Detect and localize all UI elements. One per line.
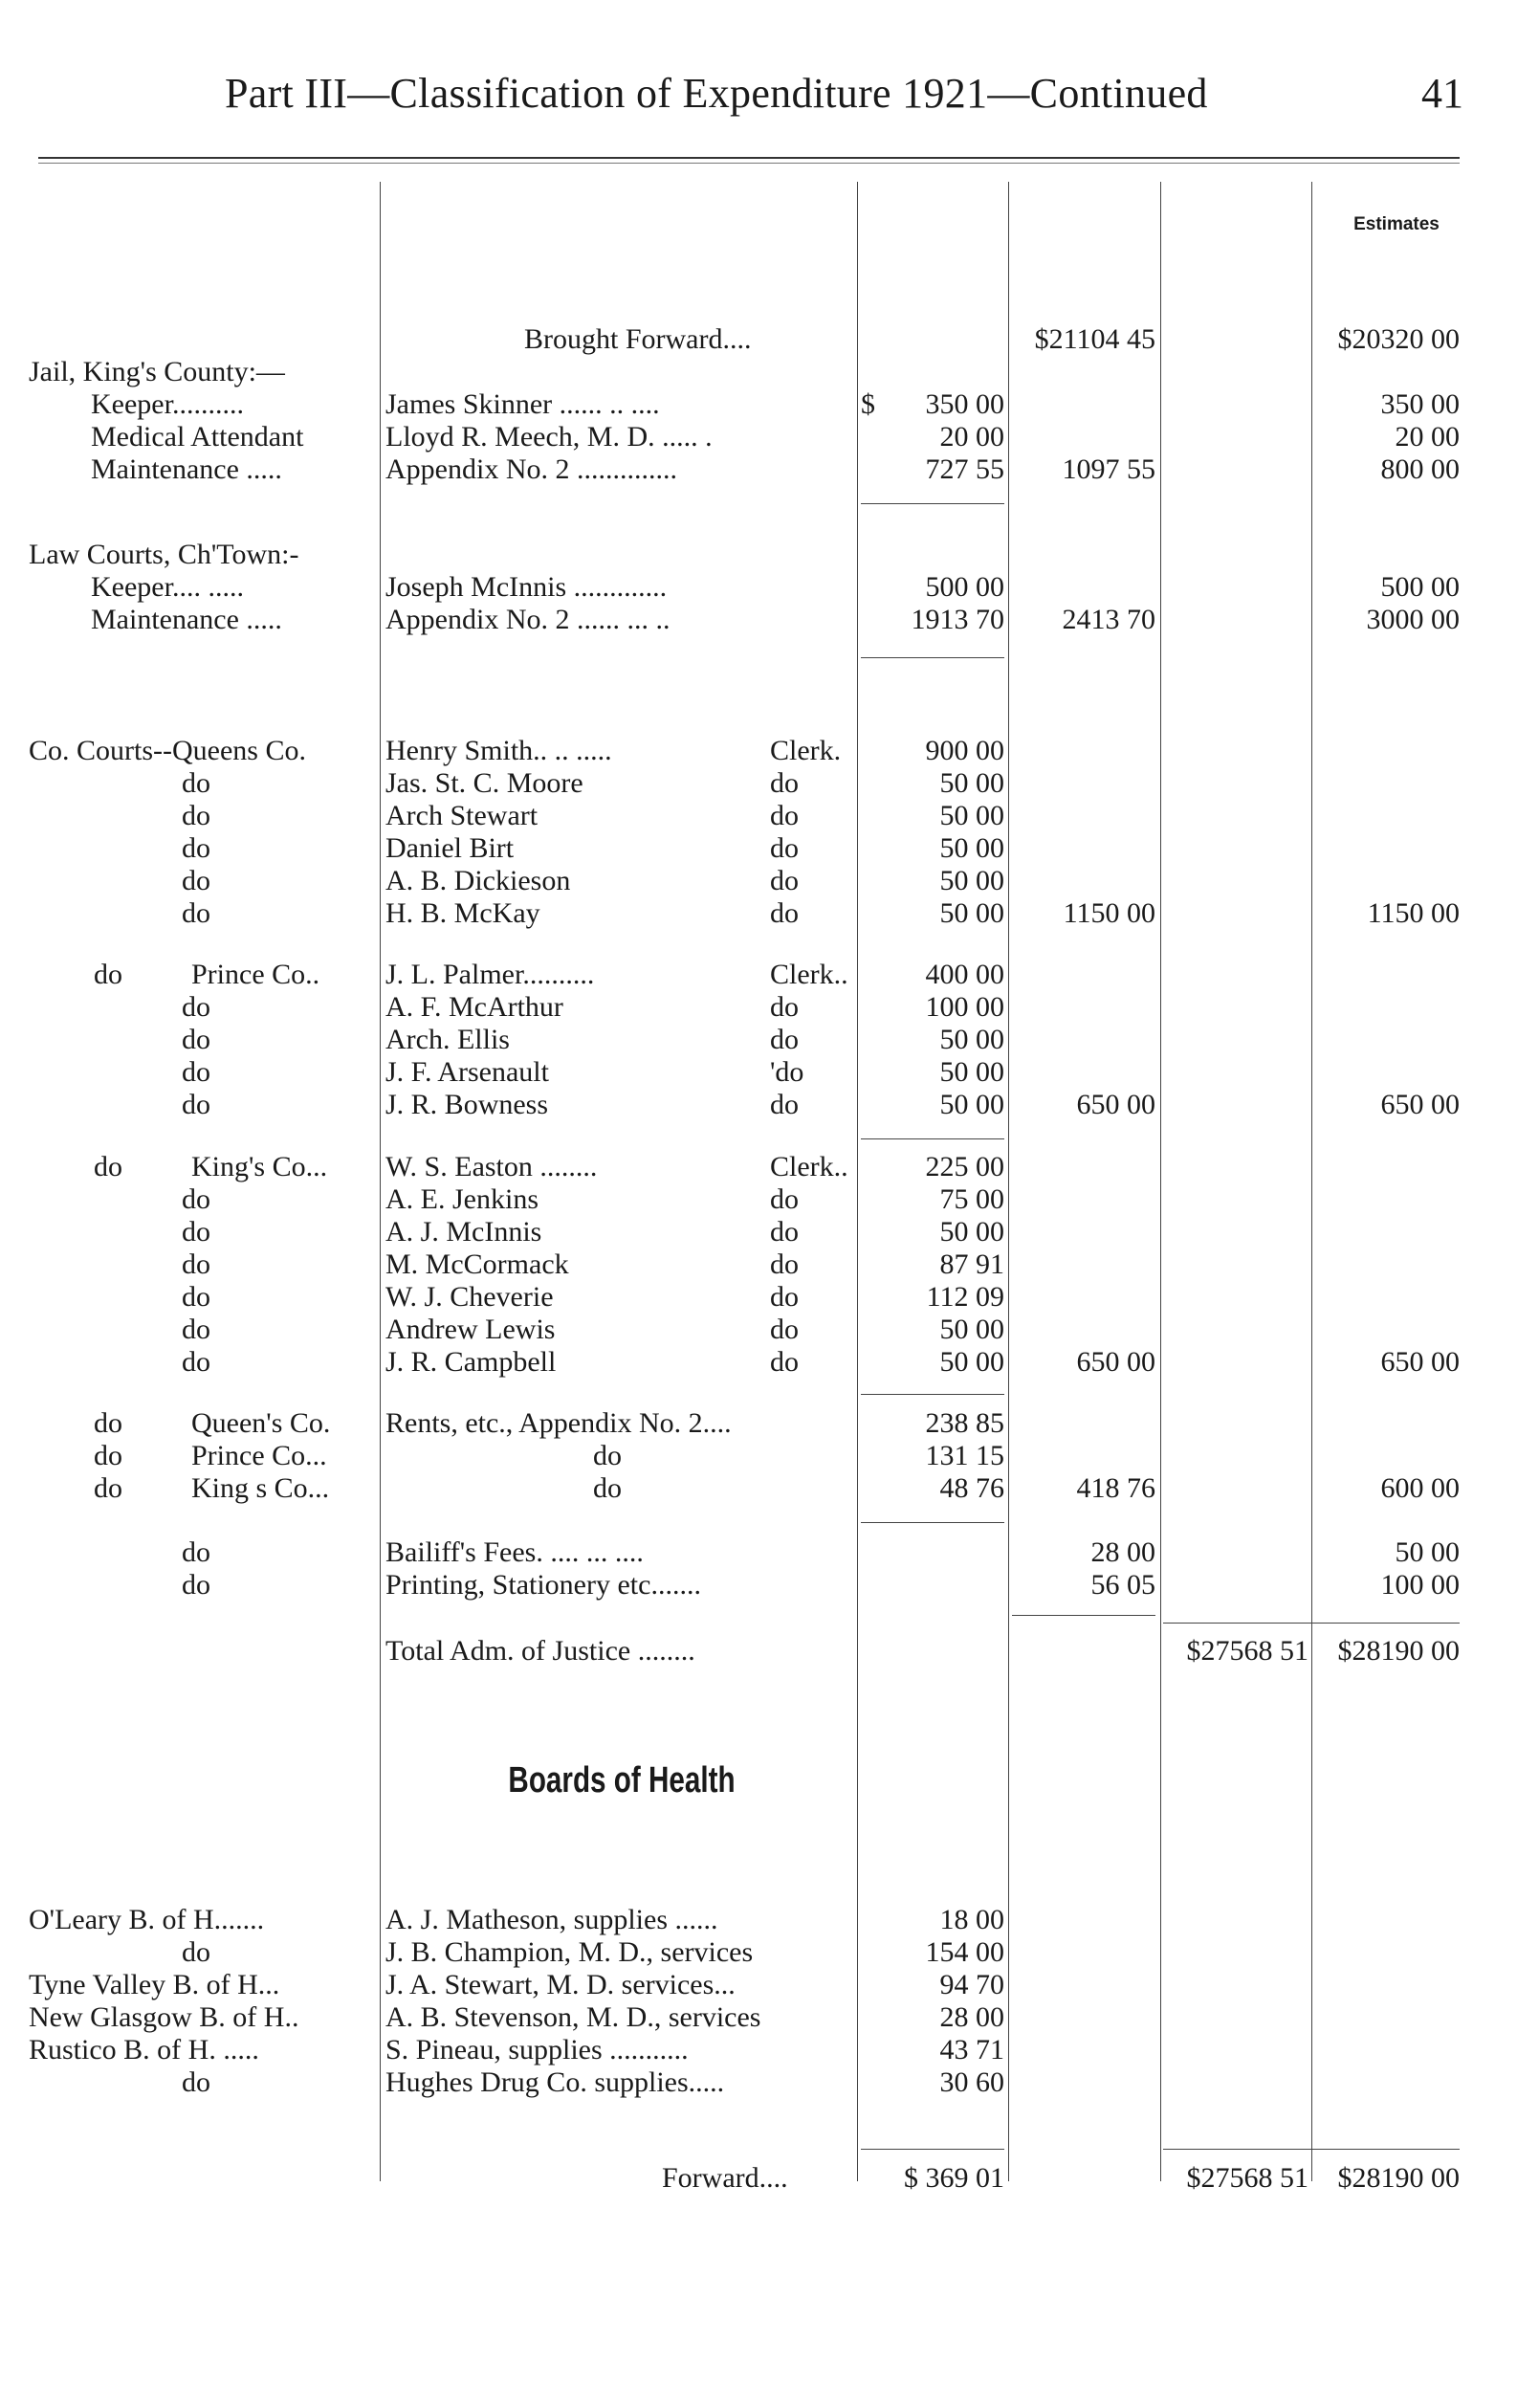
payee: A. B. Dickieson	[385, 865, 571, 896]
item-label: do	[182, 1248, 210, 1280]
table-row	[0, 2001, 1517, 2034]
table-row	[0, 1969, 1517, 2001]
section-total: 1097 55	[1062, 453, 1155, 485]
header-rule-thin	[38, 163, 1460, 164]
payee: J. R. Campbell	[385, 1346, 557, 1378]
total-justice-amount: $27568 51	[1186, 1635, 1308, 1667]
table-row	[0, 1183, 1517, 1216]
section-total: 650 00	[1076, 1346, 1155, 1378]
table-row	[0, 1314, 1517, 1346]
section-total: 1150 00	[1063, 897, 1155, 929]
amount: 20 00	[939, 421, 1004, 453]
amount: 48 76	[939, 1472, 1004, 1504]
table-row	[0, 1216, 1517, 1248]
county: Prince Co...	[191, 1440, 327, 1471]
table-row	[0, 2066, 1517, 2099]
item-label: Keeper.... .....	[91, 571, 244, 603]
estimate: 500 00	[1380, 571, 1460, 603]
payee: Rents, etc., Appendix No. 2....	[385, 1407, 732, 1439]
page-header	[0, 69, 1517, 126]
table-row	[0, 1248, 1517, 1281]
payee: do	[593, 1472, 622, 1504]
role: do	[770, 800, 799, 831]
amount: 100 00	[925, 991, 1004, 1023]
table-row	[0, 1089, 1517, 1121]
item-label: do	[182, 897, 210, 929]
payee: H. B. McKay	[385, 897, 540, 929]
section-total: 56 05	[1090, 1569, 1155, 1601]
role: 'do	[770, 1056, 804, 1088]
payee: A. F. McArthur	[385, 991, 563, 1023]
amount: 112 09	[926, 1281, 1004, 1313]
payee: Appendix No. 2 ..............	[385, 453, 677, 485]
payee: A. J. Matheson, supplies ......	[385, 1904, 718, 1935]
amount: 30 60	[939, 2066, 1004, 2098]
amount: 1913 70	[911, 604, 1004, 635]
role: Clerk.	[770, 735, 842, 766]
dollar-sign: $	[861, 388, 875, 420]
estimate: 350 00	[1380, 388, 1460, 420]
table-row	[0, 1569, 1517, 1602]
amount: 75 00	[939, 1183, 1004, 1215]
amount: 727 55	[925, 453, 1004, 485]
section-heading: Boards of Health	[508, 1760, 736, 1800]
amount: 900 00	[925, 735, 1004, 766]
item-label: do	[182, 991, 210, 1023]
payee: J. B. Champion, M. D., services	[385, 1936, 754, 1968]
estimate: 600 00	[1380, 1472, 1460, 1504]
forward-amount: $ 369 01	[904, 2162, 1004, 2194]
heading-do: do	[94, 1151, 122, 1182]
section-total: 650 00	[1076, 1089, 1155, 1120]
role: do	[770, 1089, 799, 1120]
item-label: do	[182, 832, 210, 864]
table-row	[0, 800, 1517, 832]
payee: Printing, Stationery etc.......	[385, 1569, 701, 1601]
table-row	[0, 1536, 1517, 1569]
table-row	[0, 897, 1517, 930]
subtotal-rule	[861, 1522, 1004, 1523]
role: do	[770, 865, 799, 896]
role: do	[770, 897, 799, 929]
role: Clerk..	[770, 1151, 848, 1182]
law-courts-heading-row	[0, 539, 1517, 571]
payee: Bailiff's Fees. .... ... ....	[385, 1536, 644, 1568]
table-row	[0, 1472, 1517, 1505]
role: do	[770, 1281, 799, 1313]
item-label: do	[182, 1569, 210, 1601]
estimate: 800 00	[1380, 453, 1460, 485]
heading-do: do	[94, 959, 122, 990]
amount: 50 00	[939, 897, 1004, 929]
estimates-label: Estimates	[1353, 214, 1440, 234]
amount: 50 00	[939, 1024, 1004, 1055]
role: do	[770, 1024, 799, 1055]
amount: 18 00	[939, 1904, 1004, 1935]
table-row	[0, 1440, 1517, 1472]
amount: 43 71	[939, 2034, 1004, 2066]
total-rule	[1163, 2149, 1460, 2150]
payee: J. A. Stewart, M. D. services...	[385, 1969, 736, 2000]
forward-total: $27568 51	[1186, 2162, 1308, 2194]
item-label: do	[182, 1314, 210, 1345]
table-row	[0, 991, 1517, 1024]
item-label: Tyne Valley B. of H...	[29, 1969, 280, 2000]
amount: 50 00	[939, 1314, 1004, 1345]
table-row	[0, 832, 1517, 865]
amount: 94 70	[939, 1969, 1004, 2000]
item-label: do	[182, 1281, 210, 1313]
amount: 50 00	[939, 1056, 1004, 1088]
amount: 50 00	[939, 800, 1004, 831]
table-row	[0, 604, 1517, 636]
county: Queen's Co.	[191, 1407, 331, 1439]
item-label: do	[182, 1536, 210, 1568]
estimate: 3000 00	[1366, 604, 1460, 635]
forward-row	[0, 2162, 1517, 2195]
subtotal-rule	[861, 1394, 1004, 1395]
subtotal-rule	[861, 503, 1004, 504]
table-row	[0, 1056, 1517, 1089]
page-number: 41	[1421, 70, 1463, 117]
item-label: Maintenance .....	[91, 604, 282, 635]
payee: Joseph McInnis .............	[385, 571, 668, 603]
estimate: 100 00	[1380, 1569, 1460, 1601]
forward-label: Forward....	[662, 2162, 788, 2194]
item-label: do	[182, 1346, 210, 1378]
table-row	[0, 1024, 1517, 1056]
subtotal-rule	[861, 657, 1004, 658]
table-row	[0, 571, 1517, 604]
table-row	[0, 735, 1517, 767]
table-row	[0, 767, 1517, 800]
subtotal-rule	[861, 1138, 1004, 1139]
item-label: do	[182, 767, 210, 799]
item-label: do	[182, 1056, 210, 1088]
subtotal-rule	[861, 2149, 1004, 2150]
payee: A. E. Jenkins	[385, 1183, 539, 1215]
payee: Andrew Lewis	[385, 1314, 556, 1345]
header-rule	[38, 157, 1460, 159]
amount: 131 15	[925, 1440, 1004, 1471]
item-label: Rustico B. of H. .....	[29, 2034, 259, 2066]
amount: 50 00	[939, 1089, 1004, 1120]
role: do	[770, 991, 799, 1023]
table-row	[0, 1936, 1517, 1969]
table-row	[0, 388, 1517, 421]
amount: 50 00	[939, 767, 1004, 799]
total-rule	[1163, 1623, 1460, 1624]
payee: M. McCormack	[385, 1248, 569, 1280]
table-row	[0, 1346, 1517, 1379]
payee: J. R. Bowness	[385, 1089, 549, 1120]
role: do	[770, 1248, 799, 1280]
payee: do	[593, 1440, 622, 1471]
amount: 50 00	[939, 832, 1004, 864]
estimate: 20 00	[1395, 421, 1460, 453]
forward-estimate: $28190 00	[1337, 2162, 1460, 2194]
table-row	[0, 865, 1517, 897]
subtotal-rule	[1012, 1615, 1155, 1616]
item-label: do	[182, 1183, 210, 1215]
payee: Jas. St. C. Moore	[385, 767, 583, 799]
payee: Arch Stewart	[385, 800, 539, 831]
amount: 28 00	[939, 2001, 1004, 2033]
payee: J. F. Arsenault	[385, 1056, 549, 1088]
role: do	[770, 1216, 799, 1248]
amount: 350 00	[925, 388, 1004, 420]
payee: James Skinner ...... .. ....	[385, 388, 660, 420]
table-row	[0, 1151, 1517, 1183]
total-justice-label: Total Adm. of Justice ........	[385, 1635, 695, 1667]
role: do	[770, 767, 799, 799]
item-label: do	[182, 1936, 210, 1968]
law-courts-heading: Law Courts, Ch'Town:-	[29, 539, 299, 570]
item-label: Maintenance .....	[91, 453, 282, 485]
payee: J. L. Palmer..........	[385, 959, 595, 990]
brought-forward-label: Brought Forward....	[524, 323, 752, 355]
amount: 50 00	[939, 1346, 1004, 1378]
brought-forward-row	[0, 323, 1517, 356]
payee: W. J. Cheverie	[385, 1281, 554, 1313]
item-label: do	[94, 1472, 122, 1504]
jail-heading-row	[0, 356, 1517, 388]
payee: S. Pineau, supplies ...........	[385, 2034, 689, 2066]
item-label: do	[182, 1024, 210, 1055]
section-total: 2413 70	[1062, 604, 1155, 635]
section-total: 28 00	[1090, 1536, 1155, 1568]
item-label: New Glasgow B. of H..	[29, 2001, 299, 2033]
total-justice-row	[0, 1635, 1517, 1668]
jail-heading: Jail, King's County:—	[29, 356, 285, 387]
item-label: do	[94, 1407, 122, 1439]
kings-courts-heading: King's Co...	[191, 1151, 328, 1182]
role: Clerk..	[770, 959, 848, 990]
amount: 400 00	[925, 959, 1004, 990]
role: do	[770, 1314, 799, 1345]
payee: Arch. Ellis	[385, 1024, 510, 1055]
amount: 238 85	[925, 1407, 1004, 1439]
estimate: 50 00	[1395, 1536, 1460, 1568]
payee: A. J. McInnis	[385, 1216, 542, 1248]
amount: 50 00	[939, 865, 1004, 896]
payee: Appendix No. 2 ...... ... ..	[385, 604, 671, 635]
table-row	[0, 959, 1517, 991]
total-justice-estimate: $28190 00	[1337, 1635, 1460, 1667]
estimate: 650 00	[1380, 1346, 1460, 1378]
item-label: O'Leary B. of H.......	[29, 1904, 265, 1935]
payee: Daniel Birt	[385, 832, 515, 864]
brought-forward-total: $21104 45	[1034, 323, 1155, 355]
payee: A. B. Stevenson, M. D., services	[385, 2001, 761, 2033]
section-total: 418 76	[1076, 1472, 1155, 1504]
amount: 87 91	[939, 1248, 1004, 1280]
item-label: do	[182, 1216, 210, 1248]
table-row	[0, 1281, 1517, 1314]
queens-courts-heading: Co. Courts--Queens Co.	[29, 735, 306, 766]
brought-forward-estimate: $20320 00	[1337, 323, 1460, 355]
amount: 500 00	[925, 571, 1004, 603]
item-label: do	[182, 865, 210, 896]
amount: 50 00	[939, 1216, 1004, 1248]
page-title: Part III—Classification of Expenditure 1921—Continued	[225, 70, 1208, 117]
table-row	[0, 1904, 1517, 1936]
item-label: Medical Attendant	[91, 421, 304, 453]
item-label: do	[182, 1089, 210, 1120]
item-label: do	[182, 2066, 210, 2098]
county: King s Co...	[191, 1472, 330, 1504]
amount: 225 00	[925, 1151, 1004, 1182]
amount: 154 00	[925, 1936, 1004, 1968]
prince-courts-heading: Prince Co..	[191, 959, 320, 990]
table-row	[0, 421, 1517, 453]
table-row	[0, 2034, 1517, 2066]
estimate: 1150 00	[1367, 897, 1460, 929]
table-row	[0, 453, 1517, 486]
item-label: do	[94, 1440, 122, 1471]
estimate: 650 00	[1380, 1089, 1460, 1120]
item-label: Keeper..........	[91, 388, 244, 420]
payee: W. S. Easton ........	[385, 1151, 598, 1182]
payee: Henry Smith.. .. .....	[385, 735, 612, 766]
table-row	[0, 1407, 1517, 1440]
payee: Hughes Drug Co. supplies.....	[385, 2066, 725, 2098]
item-label: do	[182, 800, 210, 831]
payee: Lloyd R. Meech, M. D. ..... .	[385, 421, 713, 453]
role: do	[770, 1183, 799, 1215]
role: do	[770, 1346, 799, 1378]
role: do	[770, 832, 799, 864]
